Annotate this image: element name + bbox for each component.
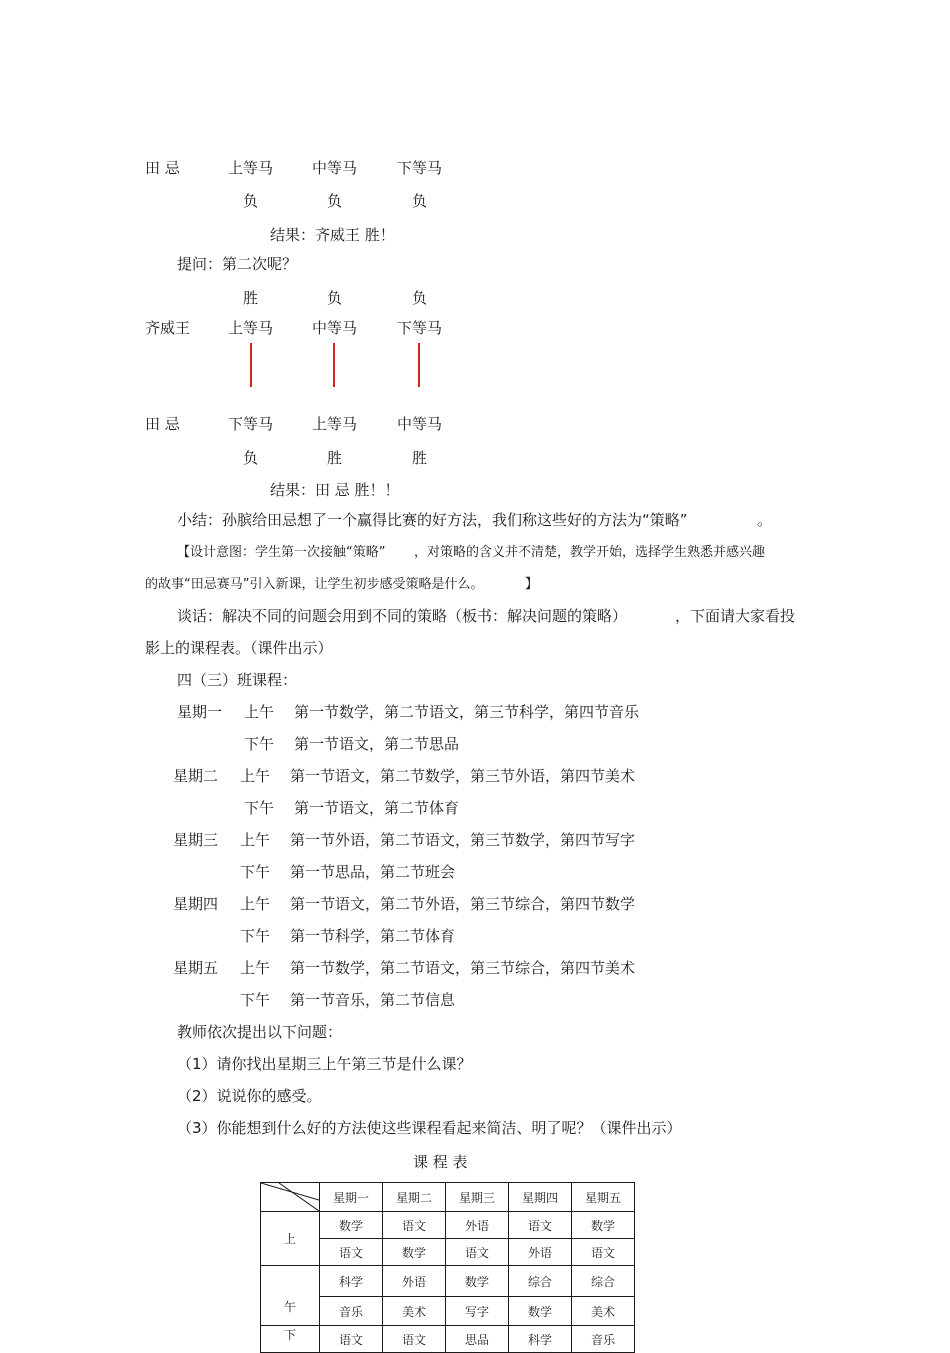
table-cell: 思品 bbox=[446, 1326, 509, 1353]
table-pm-label: 下 bbox=[261, 1326, 320, 1353]
course-table bbox=[260, 1182, 635, 1353]
table-cell: 美术 bbox=[572, 1297, 635, 1326]
match-line-2 bbox=[333, 343, 335, 387]
table-cell: 语文 bbox=[509, 1212, 572, 1239]
design-line-2: 的故事“田忌赛马”引入新课，让学生初步感受策略是什么。 bbox=[145, 577, 484, 592]
table-header-day-4: 星期四 bbox=[509, 1183, 572, 1212]
design-line-1: 【设计意图：学生第一次接触“策略” bbox=[177, 545, 386, 560]
table-cell: 外语 bbox=[446, 1212, 509, 1239]
talk-line-1: 谈话：解决不同的问题会用到不同的策略（板书：解决问题的策略） bbox=[177, 607, 628, 625]
day-4-pm: 第一节科学，第二节体育 bbox=[290, 927, 456, 945]
question-1: （1）请你找出星期三上午第三节是什么课？ bbox=[177, 1055, 472, 1073]
day-2-pm-label: 下午 bbox=[244, 799, 275, 817]
race2-top-outcome-1: 胜 bbox=[243, 289, 259, 307]
day-4-label: 星期四 bbox=[173, 895, 219, 913]
race2-qiwei-label: 齐威王 bbox=[145, 319, 191, 337]
table-cell: 科学 bbox=[320, 1266, 383, 1297]
day-2-am-label: 上午 bbox=[240, 767, 271, 785]
race1-horse-3: 下等马 bbox=[397, 159, 443, 177]
day-5-am-label: 上午 bbox=[240, 959, 271, 977]
day-5-pm-label: 下午 bbox=[240, 991, 271, 1009]
question-text: 提问：第二次呢？ bbox=[177, 255, 298, 273]
race2-tianji-horse-3: 中等马 bbox=[397, 415, 443, 433]
table-am-label-top: 上 bbox=[261, 1212, 320, 1266]
day-4-pm-label: 下午 bbox=[240, 927, 271, 945]
day-1-label: 星期一 bbox=[177, 703, 223, 721]
race1-horse-2: 中等马 bbox=[312, 159, 358, 177]
day-4-am-label: 上午 bbox=[240, 895, 271, 913]
race1-outcome-1: 负 bbox=[243, 192, 259, 210]
race2-top-outcome-3: 负 bbox=[412, 289, 428, 307]
race2-result: 结果：田 忌 胜！！ bbox=[270, 481, 400, 499]
race2-bottom-outcome-1: 负 bbox=[243, 449, 259, 467]
table-cell: 数学 bbox=[572, 1212, 635, 1239]
table-row bbox=[261, 1212, 635, 1239]
talk-line-1b: ，下面请大家看投 bbox=[675, 607, 796, 625]
day-3-am-label: 上午 bbox=[240, 831, 271, 849]
table-cell: 语文 bbox=[383, 1212, 446, 1239]
question-3: （3）你能想到什么好的方法使这些课程看起来简洁、明了呢？（课件出示） bbox=[177, 1119, 682, 1137]
summary-text: 小结：孙膑给田忌想了一个赢得比赛的好方法，我们称这些好的方法为“策略” bbox=[177, 511, 688, 529]
table-cell: 数学 bbox=[446, 1266, 509, 1297]
race2-bottom-outcome-2: 胜 bbox=[327, 449, 343, 467]
table-row bbox=[261, 1266, 635, 1297]
race1-outcome-3: 负 bbox=[412, 192, 428, 210]
table-cell: 外语 bbox=[383, 1266, 446, 1297]
race2-qiwei-horse-1: 上等马 bbox=[228, 319, 274, 337]
table-cell: 外语 bbox=[509, 1239, 572, 1266]
day-3-am: 第一节外语，第二节语文，第三节数学，第四节写字 bbox=[290, 831, 636, 849]
race2-bottom-outcome-3: 胜 bbox=[412, 449, 428, 467]
day-3-pm: 第一节思品，第二节班会 bbox=[290, 863, 456, 881]
day-1-pm-label: 下午 bbox=[244, 735, 275, 753]
table-cell: 写字 bbox=[446, 1297, 509, 1326]
table-cell: 语文 bbox=[383, 1326, 446, 1353]
table-cell: 美术 bbox=[383, 1297, 446, 1326]
day-3-label: 星期三 bbox=[173, 831, 219, 849]
table-cell: 数学 bbox=[383, 1239, 446, 1266]
table-cell: 音乐 bbox=[572, 1326, 635, 1353]
table-cell: 综合 bbox=[572, 1266, 635, 1297]
day-4-am: 第一节语文，第二节外语，第三节综合，第四节数学 bbox=[290, 895, 636, 913]
day-5-label: 星期五 bbox=[173, 959, 219, 977]
match-line-3 bbox=[418, 343, 420, 387]
table-cell: 数学 bbox=[509, 1297, 572, 1326]
day-1-pm: 第一节语文，第二节思品 bbox=[294, 735, 460, 753]
race2-qiwei-horse-3: 下等马 bbox=[397, 319, 443, 337]
table-cell: 语文 bbox=[446, 1239, 509, 1266]
table-am-label-bottom: 午 bbox=[261, 1266, 320, 1326]
table-cell: 数学 bbox=[320, 1212, 383, 1239]
table-cell: 科学 bbox=[509, 1326, 572, 1353]
day-2-label: 星期二 bbox=[173, 767, 219, 785]
table-header-day-1: 星期一 bbox=[320, 1183, 383, 1212]
table-cell: 音乐 bbox=[320, 1297, 383, 1326]
design-line-1b: ，对策略的含义并不清楚，教学开始，选择学生熟悉并感兴趣 bbox=[414, 545, 766, 560]
table-row bbox=[261, 1326, 635, 1353]
race1-tianji-label: 田 忌 bbox=[145, 159, 180, 177]
table-corner-cell bbox=[261, 1183, 320, 1212]
talk-line-2: 影上的课程表。（课件出示） bbox=[145, 639, 333, 657]
race2-tianji-horse-1: 下等马 bbox=[228, 415, 274, 433]
table-cell: 语文 bbox=[320, 1326, 383, 1353]
race1-outcome-2: 负 bbox=[327, 192, 343, 210]
day-3-pm-label: 下午 bbox=[240, 863, 271, 881]
race2-tianji-label: 田 忌 bbox=[145, 415, 180, 433]
table-header-day-2: 星期二 bbox=[383, 1183, 446, 1212]
day-1-am: 第一节数学，第二节语文，第三节科学，第四节音乐 bbox=[294, 703, 640, 721]
table-header-day-3: 星期三 bbox=[446, 1183, 509, 1212]
table-cell: 语文 bbox=[572, 1239, 635, 1266]
day-2-am: 第一节语文，第二节数学，第三节外语，第四节美术 bbox=[290, 767, 636, 785]
race2-top-outcome-2: 负 bbox=[327, 289, 343, 307]
table-title: 课 程 表 bbox=[413, 1153, 468, 1171]
table-header-day-5: 星期五 bbox=[572, 1183, 635, 1212]
teacher-intro: 教师依次提出以下问题： bbox=[177, 1023, 343, 1041]
diagonal-line-icon bbox=[261, 1183, 319, 1211]
table-header-row bbox=[261, 1183, 635, 1212]
table-cell: 语文 bbox=[320, 1239, 383, 1266]
summary-end: 。 bbox=[757, 511, 773, 529]
question-2: （2）说说你的感受。 bbox=[177, 1087, 322, 1105]
race2-tianji-horse-2: 上等马 bbox=[312, 415, 358, 433]
race1-horse-1: 上等马 bbox=[228, 159, 274, 177]
day-5-pm: 第一节音乐，第二节信息 bbox=[290, 991, 456, 1009]
race1-result: 结果：齐威王 胜！ bbox=[270, 226, 395, 244]
day-5-am: 第一节数学，第二节语文，第三节综合，第四节美术 bbox=[290, 959, 636, 977]
race2-qiwei-horse-2: 中等马 bbox=[312, 319, 358, 337]
match-line-1 bbox=[250, 343, 252, 387]
table-cell: 综合 bbox=[509, 1266, 572, 1297]
day-1-am-label: 上午 bbox=[244, 703, 275, 721]
design-line-2b: 】 bbox=[525, 577, 539, 592]
class-title: 四（三）班课程： bbox=[177, 671, 298, 689]
day-2-pm: 第一节语文，第二节体育 bbox=[294, 799, 460, 817]
